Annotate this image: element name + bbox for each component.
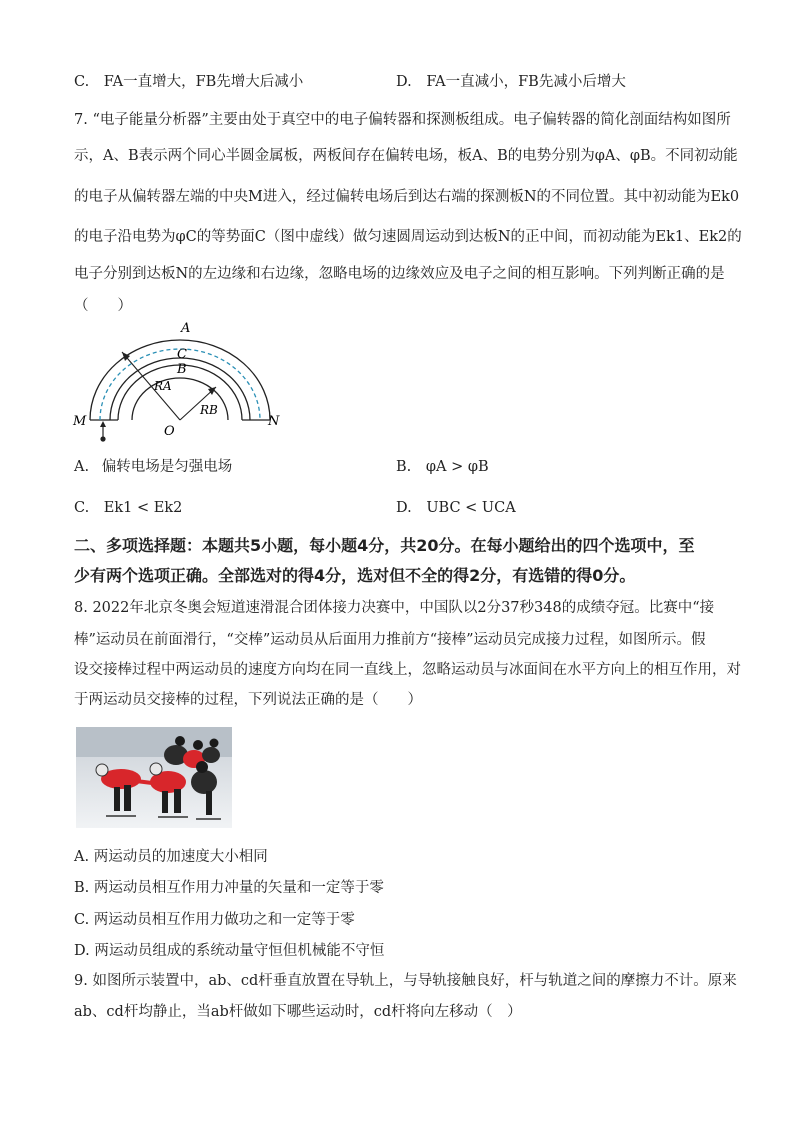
q7-stem-line-2: 示，A、B表示两个同心半圆金属板，两板间存在偏转电场，板A、B的电势分别为φA、φB。不同初动能 [74, 148, 738, 164]
label-b: B [177, 362, 187, 377]
option-text: Ek1 < Ek2 [103, 500, 183, 516]
label-o: O [164, 424, 175, 439]
option-text: FA一直减小，FB先减小后增大 [426, 74, 626, 90]
speed-skating-photo [76, 727, 232, 828]
q9-stem-line-2: ab、cd杆均静止，当ab杆做如下哪些运动时，cd杆将向左移动（ ） [74, 1004, 522, 1020]
q7-stem-line-1: 7. “电子能量分析器”主要由处于真空中的电子偏转器和探测板组成。电子偏转器的简化剖面结构如图所 [74, 112, 731, 128]
q8-stem-line-2: 棒”运动员在前面滑行，“交棒”运动员从后面用力推前方“接棒”运动员完成接力过程，如图所示。假 [74, 632, 706, 648]
label-m: M [73, 414, 87, 429]
q7-answer-blank: （ ） [74, 298, 132, 314]
option-text: FA一直增大，FB先增大后减小 [103, 74, 304, 90]
q8-stem-line-3: 设交接棒过程中两运动员的速度方向均在同一直线上，忽略运动员与冰面间在水平方向上的相互作用，对 [74, 662, 741, 678]
section-heading-line-1: 二、多项选择题：本题共5小题，每小题4分，共20分。在每小题给出的四个选项中，至 [74, 536, 695, 555]
q9-stem-line-1: 9. 如图所示装置中，ab、cd杆垂直放置在导轨上，与导轨接触良好，杆与轨道之间的摩擦力不计。原来 [74, 973, 737, 989]
q8-stem-line-1: 8. 2022年北京冬奥会短道速滑混合团体接力决赛中，中国队以2分37秒348的成绩夺冠。比赛中“接 [74, 600, 715, 616]
q8-option-d: D. 两运动员组成的系统动量守恒但机械能不守恒 [74, 943, 385, 959]
q7-stem-line-3: 的电子从偏转器左端的中央M进入，经过偏转电场后到达右端的探测板N的不同位置。其中初动能为Ek0 [74, 189, 740, 205]
q8-option-c: C. 两运动员相互作用力做功之和一定等于零 [74, 912, 355, 928]
q7-option-b [396, 457, 489, 477]
q8-option-a: A. 两运动员的加速度大小相同 [74, 849, 268, 865]
option-label: D. [396, 500, 412, 516]
option-text: φA > φB [425, 459, 489, 475]
q8-stem-line-4: 于两运动员交接棒的过程，下列说法正确的是（ ） [74, 692, 422, 708]
option-label: D. [396, 74, 412, 90]
entry-arrowhead [100, 421, 106, 427]
label-rb: RB [200, 403, 218, 417]
q6-option-d [396, 72, 626, 92]
section-heading-line-2: 少有两个选项正确。全部选对的得4分，选对但不全的得2分，有选错的得0分。 [74, 566, 636, 585]
q7-stem-line-4: 的电子沿电势为φC的等势面C（图中虚线）做匀速圆周运动到达板N的正中间，而初动能为Ek1、Ek2的 [74, 229, 742, 245]
label-n: N [268, 414, 280, 429]
q6-option-c [74, 72, 303, 92]
skaters-illustration [76, 727, 232, 828]
q7-stem-line-5: 电子分别到达板N的左边缘和右边缘，忽略电场的边缘效应及电子之间的相互影响。下列判断正确的是 [74, 266, 725, 282]
label-ra: RA [154, 379, 172, 393]
q7-option-c [74, 498, 182, 518]
option-label: A. [74, 459, 90, 475]
option-label: C. [74, 74, 90, 90]
option-text: 偏转电场是匀强电场 [101, 459, 233, 475]
q7-option-d [396, 498, 516, 518]
option-text: UBC < UCA [426, 500, 516, 516]
q8-option-b: B. 两运动员相互作用力冲量的矢量和一定等于零 [74, 880, 384, 896]
option-label: C. [74, 500, 90, 516]
label-c: C [177, 347, 187, 362]
electron-dot [100, 436, 105, 441]
option-label: B. [396, 459, 412, 475]
label-a: A [181, 321, 191, 336]
electron-deflector-diagram [70, 318, 290, 448]
q7-option-a [74, 457, 232, 477]
